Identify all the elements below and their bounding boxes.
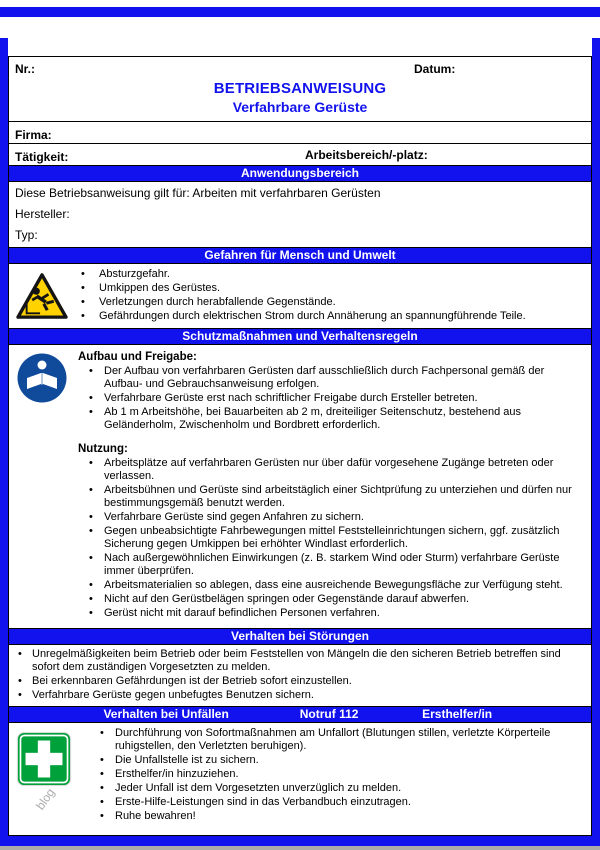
unfaelle-title: Verhalten bei Unfällen <box>103 707 229 721</box>
warning-triangle-icon <box>15 272 69 320</box>
list-item: • Gegen unbeabsichtigte Fahrbewegungen mittel Feststelleinrichtungen sichern, ggf. zusätzlich Sicherung gegen Umkippen bei erhöhter Windlast erforderlich. <box>78 525 583 551</box>
firma-label: Firma: <box>15 128 52 142</box>
list-item: • Ruhe bewahren! <box>79 810 583 823</box>
stoerungen-list <box>13 648 587 702</box>
bottom-border-bar <box>0 836 600 846</box>
list-item: • Der Aufbau von verfahrbaren Gerüsten darf ausschließlich durch Fachpersonal gemäß der Aufbau- und Gebrauchsanweisung erfolgen. <box>78 365 583 391</box>
list-item: • Nicht auf den Gerüstbelägen springen oder Gegenstände darauf abwerfen. <box>78 593 583 606</box>
list-item: • Jeder Unfall ist dem Vorgesetzten unverzüglich zu melden. <box>79 782 583 795</box>
falling-person-warning-icon <box>9 267 75 325</box>
left-border-bar <box>0 38 8 836</box>
gilt-fuer-text: Diese Betriebsanweisung gilt für: Arbeiten mit verfahrbaren Gerüsten <box>15 186 381 200</box>
first-aid-sign-icon <box>16 731 72 787</box>
list-item: • Verfahrbare Gerüste gegen unbefugtes Benutzen sichern. <box>13 689 579 702</box>
aufbau-subheader: Aufbau und Freigabe: <box>78 351 197 363</box>
read-instructions-mandatory-icon <box>9 348 75 625</box>
list-item: • Arbeitsmaterialien so ablegen, dass eine ausreichende Bewegungsfläche zur Verfügung steht. <box>78 579 583 592</box>
list-item: • Ersthelfer/in hinzuziehen. <box>79 768 583 781</box>
betriebsanweisung-document <box>8 56 592 836</box>
document-title: BETRIEBSANWEISUNG <box>213 80 387 97</box>
mandatory-sign-icon <box>17 353 67 403</box>
taetigkeit-label: Tätigkeit: <box>15 150 69 164</box>
right-border-bar <box>592 38 600 836</box>
aufbau-list <box>78 365 583 432</box>
list-item: • Gerüst nicht mit darauf befindlichen Personen verfahren. <box>78 607 583 620</box>
list-item: • Gefährdungen durch elektrischen Strom durch Annäherung an spannungführende Teile. <box>75 310 583 323</box>
taetigkeit-row <box>9 143 591 165</box>
hersteller-label: Hersteller: <box>15 207 70 221</box>
page-bottom-margin <box>0 846 600 850</box>
section-header-anwendungsbereich: Anwendungsbereich <box>9 165 591 182</box>
list-item: • Absturzgefahr. <box>75 268 583 281</box>
list-item: • Die Unfallstelle ist zu sichern. <box>79 754 583 767</box>
ersthelfer-label: Ersthelfer/in <box>422 707 493 721</box>
document-subtitle: Verfahrbare Gerüste <box>232 99 368 115</box>
list-item: • Arbeitsplätze auf verfahrbaren Gerüsten nur über dafür vorgesehene Zugänge betreten oder verlassen. <box>78 457 583 483</box>
section-header-gefahren: Gefahren für Mensch und Umwelt <box>9 247 591 264</box>
list-item: • Verletzungen durch herabfallende Gegenstände. <box>75 296 583 309</box>
list-item: • Verfahrbare Gerüste sind gegen Anfahren zu sichern. <box>78 511 583 524</box>
list-item: • Ab 1 m Arbeitshöhe, bei Bauarbeiten ab 2 m, dreiteiliger Seitenschutz, bestehend aus Geländerholm, Zwischenholm und Bordbrett erforderlich. <box>78 406 583 432</box>
nr-label: Nr.: <box>15 62 36 76</box>
nutzung-subheader: Nutzung: <box>78 443 128 455</box>
gefahren-list <box>75 268 591 324</box>
datum-label: Datum: <box>414 62 456 76</box>
list-item: • Nach außergewöhnlichen Einwirkungen (z. B. starkem Wind oder Sturm) verfahrbare Gerüste immer überprüfen. <box>78 552 583 578</box>
top-border-bar <box>0 7 600 17</box>
gefahren-section <box>9 264 591 328</box>
typ-label: Typ: <box>15 228 38 242</box>
list-item: • Unregelmäßigkeiten beim Betrieb oder beim Feststellen von Mängeln die den sicheren Betrieb betreffen sind sofort dem zuständigen Vorgesetzten zu melden. <box>13 648 579 674</box>
anwendungsbereich-section <box>9 182 591 247</box>
list-item: • Verfahrbare Gerüste erst nach schriftlicher Freigabe durch Ersteller betreten. <box>78 392 583 405</box>
list-item: • Erste-Hilfe-Leistungen sind in das Verbandbuch einzutragen. <box>79 796 583 809</box>
arbeitsbereich-label: Arbeitsbereich/-platz: <box>305 148 428 162</box>
document-header <box>9 57 591 121</box>
list-item: • Durchführung von Sofortmaßnahmen am Unfallort (Blutungen stillen, verletzte Körperteile ruhigstellen, den Verletzten beruhigen). <box>79 727 583 753</box>
schutzmassnahmen-section <box>9 345 591 628</box>
schutzmassnahmen-content <box>75 348 591 625</box>
section-header-unfaelle <box>9 706 591 723</box>
unfaelle-list <box>79 727 591 824</box>
notruf-label: Notruf 112 <box>299 707 359 721</box>
section-header-stoerungen: Verhalten bei Störungen <box>9 628 591 645</box>
list-item: • Arbeitsbühnen und Gerüste sind arbeitstäglich einer Sichtprüfung zu unterziehen und dürfen nur bestimmungsgemäß benutzt werden. <box>78 484 583 510</box>
firma-row <box>9 121 591 143</box>
stoerungen-section <box>9 645 591 706</box>
section-header-schutzmassnahmen: Schutzmaßnahmen und Verhaltensregeln <box>9 328 591 345</box>
unfaelle-section <box>9 723 591 828</box>
nutzung-list <box>78 457 583 620</box>
list-item: • Umkippen des Gerüstes. <box>75 282 583 295</box>
list-item: • Bei erkennbaren Gefährdungen ist der Betrieb sofort einzustellen. <box>13 675 579 688</box>
watermark: blog <box>33 785 58 813</box>
